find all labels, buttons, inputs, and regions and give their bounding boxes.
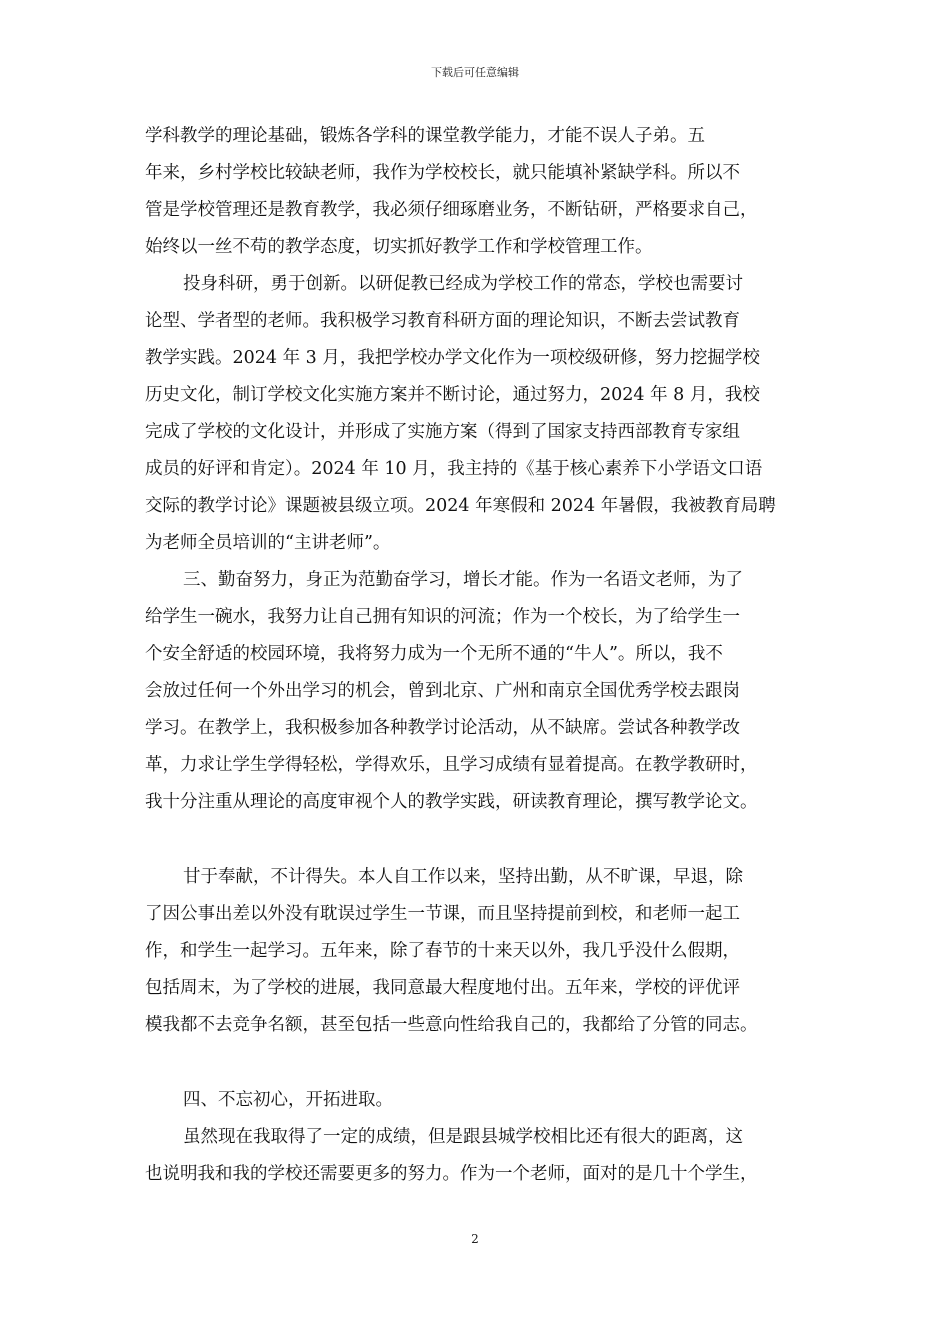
body-line: 个安全舒适的校园环境，我将努力成为一个无所不通的“牛人”。所以，我不 (145, 644, 723, 664)
body-line: 历史文化，制订学校文化实施方案并不断讨论，通过努力，2024 年 8 月，我校 (145, 385, 760, 405)
section-heading: 四、不忘初心，开拓进取。 (183, 1090, 393, 1110)
body-line: 完成了学校的文化设计，并形成了实施方案（得到了国家支持西部教育专家组 (145, 422, 740, 442)
body-line: 成员的好评和肯定）。2024 年 10 月，我主持的《基于核心素养下小学语文口语 (145, 459, 763, 479)
body-line: 管是学校管理还是教育教学，我必须仔细琢磨业务，不断钻研，严格要求自己， (145, 200, 758, 220)
page-header-note: 下载后可任意编辑 (431, 66, 519, 79)
body-line: 教学实践。2024 年 3 月，我把学校办学文化作为一项校级研修，努力挖掘学校 (145, 348, 760, 368)
body-line: 交际的教学讨论》课题被县级立项。2024 年寒假和 2024 年暑假，我被教育局聘 (145, 496, 776, 516)
body-line: 包括周末，为了学校的进展，我同意最大程度地付出。五年来，学校的评优评 (145, 978, 740, 998)
body-line: 为老师全员培训的“主讲老师”。 (145, 533, 391, 553)
body-line: 年来，乡村学校比较缺老师，我作为学校校长，就只能填补紧缺学科。所以不 (145, 163, 740, 183)
body-line: 始终以一丝不苟的教学态度，切实抓好教学工作和学校管理工作。 (145, 237, 653, 257)
body-line: 也说明我和我的学校还需要更多的努力。作为一个老师，面对的是几十个学生， (145, 1164, 758, 1184)
body-line: 革，力求让学生学得轻松，学得欢乐，且学习成绩有显着提高。在教学教研时， (145, 755, 758, 775)
paragraph-first-line: 投身科研，勇于创新。以研促教已经成为学校工作的常态，学校也需要讨 (183, 274, 743, 294)
body-line: 作，和学生一起学习。五年来，除了春节的十来天以外，我几乎没什么假期， (145, 941, 740, 961)
body-line: 模我都不去竞争名额，甚至包括一些意向性给我自己的，我都给了分管的同志。 (145, 1015, 758, 1035)
body-line: 我十分注重从理论的高度审视个人的教学实践，研读教育理论，撰写教学论文。 (145, 792, 758, 812)
body-line: 给学生一碗水，我努力让自己拥有知识的河流；作为一个校长，为了给学生一 (145, 607, 740, 627)
paragraph-first-line: 虽然现在我取得了一定的成绩，但是跟县城学校相比还有很大的距离，这 (183, 1127, 743, 1147)
body-line: 学科教学的理论基础，锻炼各学科的课堂教学能力，才能不误人子弟。五 (145, 126, 705, 146)
body-line: 学习。在教学上，我积极参加各种教学讨论活动，从不缺席。尝试各种教学改 (145, 718, 740, 738)
paragraph-first-line: 三、勤奋努力，身正为范勤奋学习，增长才能。作为一名语文老师，为了 (183, 570, 743, 590)
page-number: 2 (471, 1232, 479, 1246)
body-line: 了因公事出差以外没有耽误过学生一节课，而且坚持提前到校，和老师一起工 (145, 904, 740, 924)
body-line: 会放过任何一个外出学习的机会，曾到北京、广州和南京全国优秀学校去跟岗 (145, 681, 740, 701)
body-line: 论型、学者型的老师。我积极学习教育科研方面的理论知识，不断去尝试教育 (145, 311, 740, 331)
paragraph-first-line: 甘于奉献，不计得失。本人自工作以来，坚持出勤，从不旷课，早退，除 (183, 867, 743, 887)
